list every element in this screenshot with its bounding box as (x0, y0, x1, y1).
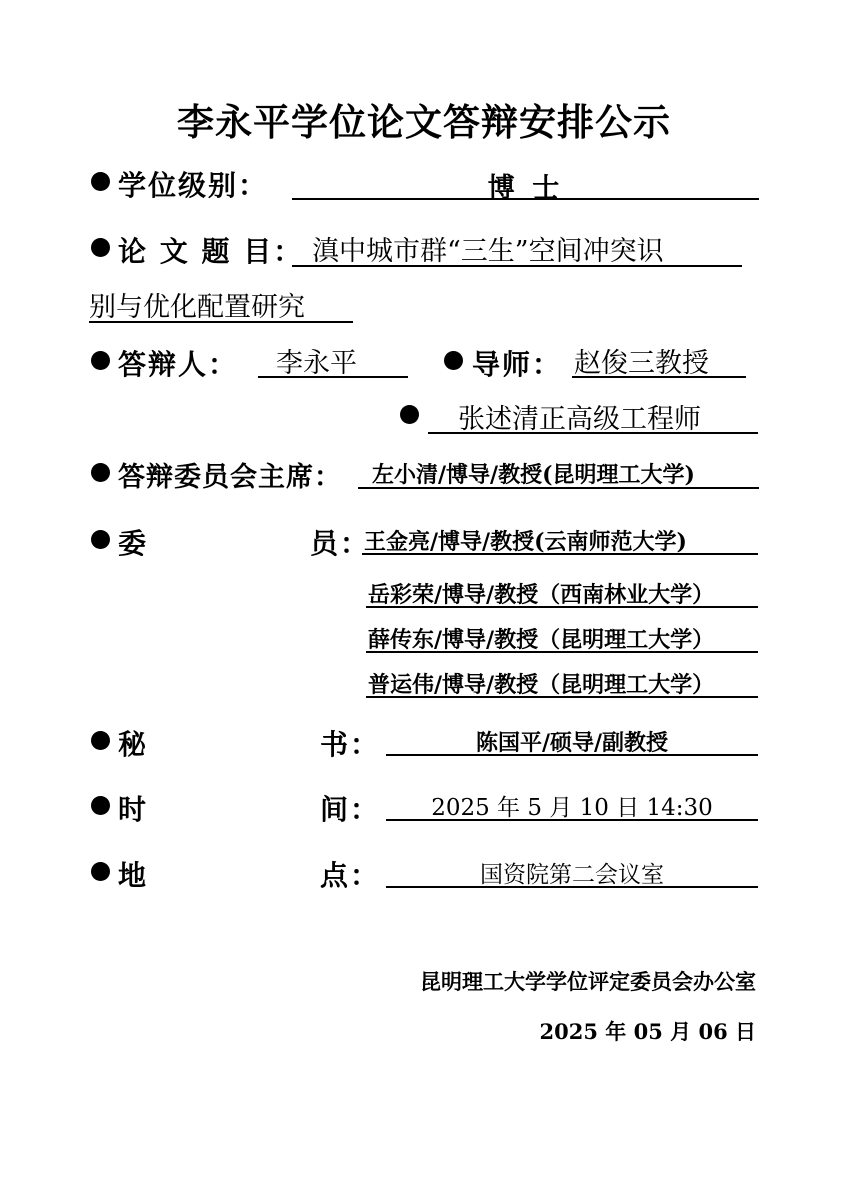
chair-label: 答辩委员会主席： (118, 462, 342, 493)
member-row (366, 621, 758, 653)
place-field (386, 852, 758, 888)
members-label-b: 员： (310, 527, 371, 560)
place-value: 国资院第二会议室 (480, 862, 664, 888)
thesis-value-line1: 滇中城市群“三生”空间冲突识 (312, 236, 664, 267)
thesis-value-line2: 别与优化配置研究 (89, 292, 305, 323)
issuing-office: 昆明理工大学学位评定委员会办公室 (420, 969, 756, 994)
bullet-icon (91, 351, 110, 370)
degree-value: 博 士 (487, 173, 564, 204)
thesis-label: 论 文 题 目： (118, 235, 304, 268)
member-row (366, 576, 758, 608)
members-label-a: 委 (118, 527, 149, 560)
defender-value: 李永平 (276, 348, 357, 379)
bullet-icon (91, 862, 110, 881)
advisor2-field (428, 395, 758, 434)
member-value: 普运伟/博导/教授（昆明理工大学） (368, 672, 715, 698)
degree-label: 学位级别： (118, 169, 269, 202)
member-value: 岳彩荣/博导/教授（西南林业大学） (368, 582, 715, 608)
advisor2-value: 张述清正高级工程师 (458, 404, 701, 435)
member-row (366, 666, 758, 698)
member-row (362, 523, 758, 555)
bullet-icon (91, 530, 110, 549)
place-label-b: 点： (320, 859, 381, 892)
bullet-icon (91, 172, 110, 191)
bullet-icon (91, 463, 110, 482)
member-value: 薛传东/博导/教授（昆明理工大学） (368, 627, 715, 653)
page-title: 李永平学位论文答辩安排公示 (177, 101, 671, 144)
advisor-label: 导师： (472, 348, 563, 381)
defender-field (258, 340, 408, 378)
time-field (386, 786, 758, 821)
advisor-field (572, 340, 746, 378)
thesis-field-line1 (292, 227, 742, 267)
secretary-label-a: 秘 (118, 728, 149, 761)
chair-field (358, 455, 759, 489)
degree-field (292, 160, 759, 204)
secretary-value: 陈国平/硕导/副教授 (475, 730, 669, 756)
bullet-icon (444, 351, 463, 370)
chair-value: 左小清/博导/教授(昆明理工大学) (372, 462, 695, 488)
bullet-icon (91, 796, 110, 815)
time-label-b: 间： (320, 793, 381, 826)
bullet-icon (400, 405, 419, 424)
bullet-icon (91, 731, 110, 750)
advisor-value: 赵俊三教授 (574, 348, 709, 379)
secretary-field (386, 722, 758, 756)
time-label-a: 时 (118, 793, 149, 826)
issue-date: 2025 年 05 月 06 日 (539, 1019, 756, 1044)
member-value: 王金亮/博导/教授(云南师范大学) (364, 529, 687, 555)
place-label-a: 地 (118, 859, 149, 892)
thesis-field-line2 (89, 283, 353, 323)
time-value: 2025 年 5 月 10 日 14:30 (431, 795, 713, 821)
bullet-icon (91, 238, 110, 257)
defender-label: 答辩人： (118, 348, 239, 381)
secretary-label-b: 书： (320, 728, 381, 761)
